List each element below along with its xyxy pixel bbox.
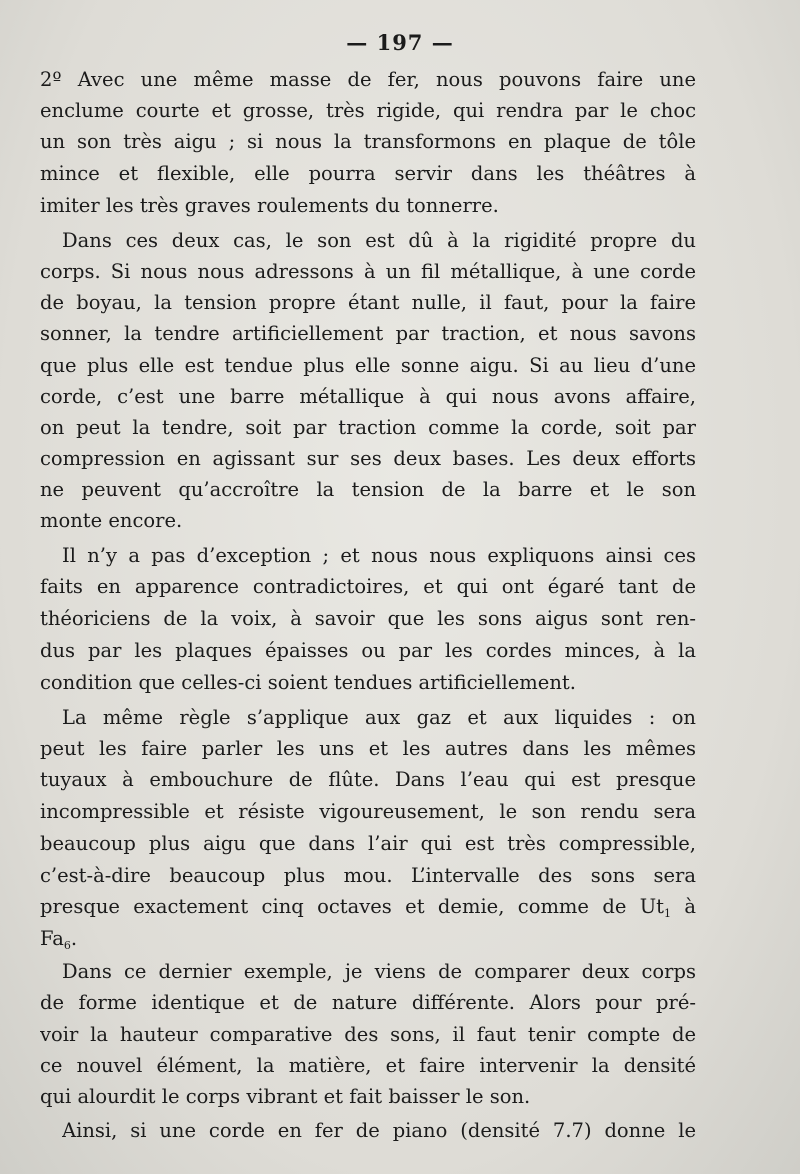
text-line: corps. Si nous nous adressons à un fil métallique, à une corde (40, 260, 696, 283)
text-line: un son très aigu ; si nous la transformons en plaque de tôle (40, 130, 696, 153)
text-line: que plus elle est tendue plus elle sonne aigu. Si au lieu d’une (40, 354, 696, 377)
text-line: de boyau, la tension propre étant nulle, il faut, pour la faire (40, 291, 696, 314)
fa-suffix: . (70, 927, 78, 950)
text-line: ne peuvent qu’accroître la tension de la barre et le son (40, 478, 696, 501)
text-line: Dans ces deux cas, le son est dû à la rigidité propre du (62, 229, 696, 252)
text-line: Dans ce dernier exemple, je viens de comparer deux corps (62, 960, 696, 983)
ut-subscript: 1 (664, 907, 671, 920)
text-line: beaucoup plus aigu que dans l’air qui est très compressible, (40, 832, 696, 855)
text-line-fa (40, 923, 696, 954)
text-line: théoriciens de la voix, à savoir que les sons aigus sont ren- (40, 607, 696, 630)
text-line: c’est-à-dire beaucoup plus mou. L’intervalle des sons sera (40, 864, 696, 887)
text-line: on peut la tendre, soit par traction comme la corde, soit par (40, 416, 696, 439)
ut-suffix: à (671, 895, 696, 918)
fa-text: Fa (40, 927, 64, 950)
text-line: faits en apparence contradictoires, et qui ont égaré tant de (40, 575, 696, 598)
text-line: enclume courte et grosse, très rigide, qui rendra par le choc (40, 99, 696, 122)
text-line: qui alourdit le corps vibrant et fait baisser le son. (40, 1085, 531, 1108)
text-line: voir la hauteur comparative des sons, il faut tenir compte de (40, 1023, 696, 1046)
text-line: corde, c’est une barre métallique à qui nous avons affaire, (40, 385, 696, 408)
text-line: condition que celles-ci soient tendues artificiellement. (40, 671, 576, 694)
text-line: Ainsi, si une corde en fer de piano (densité 7.7) donne le (62, 1119, 696, 1142)
ut-text: presque exactement cinq octaves et demie, comme de Ut (40, 895, 664, 918)
text-line-ut (40, 891, 696, 922)
text-line: mince et flexible, elle pourra servir dans les théâtres à (40, 162, 696, 185)
text-line: tuyaux à embouchure de flûte. Dans l’eau qui est presque (40, 768, 696, 791)
text-line: de forme identique et de nature différente. Alors pour pré- (40, 991, 696, 1014)
page-number: — 197 — (346, 30, 454, 55)
text-line: ce nouvel élément, la matière, et faire intervenir la densité (40, 1054, 696, 1077)
text-line: compression en agissant sur ses deux bases. Les deux efforts (40, 447, 696, 470)
text-line: monte encore. (40, 509, 183, 532)
text-line: incompressible et résiste vigoureusement, le son rendu sera (40, 800, 696, 823)
fa-subscript: 6 (63, 939, 71, 952)
text-line: sonner, la tendre artificiellement par traction, et nous savons (40, 322, 696, 345)
text-line: Il n’y a pas d’exception ; et nous nous expliquons ainsi ces (62, 544, 696, 567)
text-line: La même règle s’applique aux gaz et aux liquides : on (62, 706, 696, 729)
text-line: peut les faire parler les uns et les autres dans les mêmes (40, 737, 696, 760)
text-line: dus par les plaques épaisses ou par les cordes minces, à la (40, 639, 696, 662)
text-line: 2º Avec une même masse de fer, nous pouvons faire une (40, 68, 696, 91)
text-line: imiter les très graves roulements du tonnerre. (40, 194, 499, 217)
